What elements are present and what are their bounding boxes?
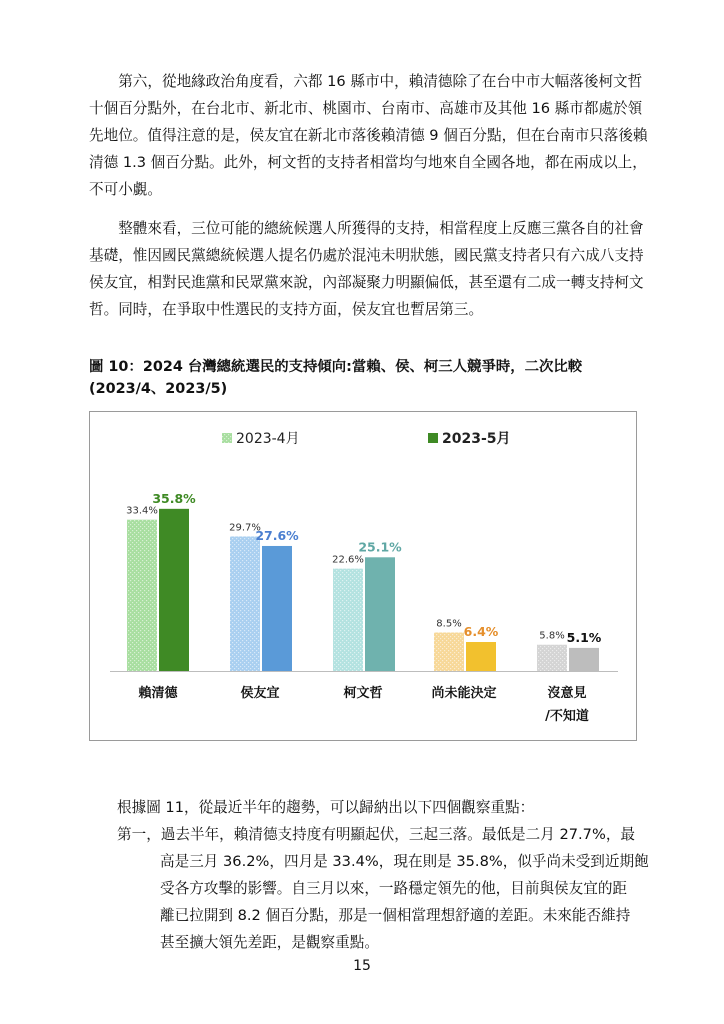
category-label-2: 柯文哲	[343, 686, 383, 701]
category-label-3: 尚未能決定	[431, 686, 497, 701]
data-label-may-1: 27.6%	[255, 527, 299, 543]
data-label-april-0: 33.4%	[126, 505, 158, 517]
paragraph-overall-analysis	[89, 215, 649, 323]
observation-item-1	[117, 821, 649, 956]
text-line: 甚至擴大領先差距，是觀察重點。	[160, 934, 379, 951]
bar-april-pattern-4	[537, 645, 567, 671]
bar-may-1	[262, 546, 292, 671]
text-line: 整體來看，三位可能的總統候選人所獲得的支持，相當程度上反應三黨各自的社會	[89, 220, 644, 237]
text-line: 清德 1.3 個百分點。此外，柯文哲的支持者相當均勻地來自全國各地，都在兩成以上，	[89, 154, 647, 171]
legend-label-may: 2023-5月	[442, 431, 511, 447]
data-label-april-1: 29.7%	[229, 522, 261, 534]
category-label-1: 侯友宜	[240, 686, 280, 701]
text-line: 第六，從地緣政治角度看，六都 16 縣市中，賴清德除了在台中市大幅落後柯文哲	[89, 73, 643, 90]
text-line: 哲。同時，在爭取中性選民的支持方面，侯友宜也暫居第三。	[89, 301, 484, 318]
text-line: 高是三月 36.2%，四月是 33.4%，現在則是 35.8%，似乎尚未受到近期飽	[160, 853, 649, 870]
text-line: 不可小覷。	[89, 181, 162, 198]
page-number: 15	[353, 958, 371, 974]
text-line: 十個百分點外，在台北市、新北市、桃園市、台南市、高雄市及其他 16 縣市都處於領	[89, 100, 643, 117]
bar-chart	[89, 411, 637, 741]
data-label-april-3: 8.5%	[436, 618, 462, 630]
text-line: 侯友宜，相對民進黨和民眾黨來說，內部凝聚力明顯偏低，甚至還有二成一轉支持柯文	[89, 274, 644, 291]
figure-caption	[89, 356, 649, 400]
text-line: 基礎，惟因國民黨總統候選人提名仍處於混沌未明狀態，國民黨支持者只有六成八支持	[89, 247, 644, 264]
text-line: 受各方攻擊的影響。自三月以來，一路穩定領先的他，目前與侯友宜的距	[160, 880, 628, 897]
legend-label-april: 2023-4月	[236, 431, 300, 447]
data-label-may-0: 35.8%	[152, 490, 196, 506]
category-label-4: 沒意見	[547, 686, 587, 701]
text-line: 第一，過去半年，賴清德支持度有明顯起伏，三起三落。最低是二月 27.7%，最	[117, 826, 636, 843]
bar-april-pattern-0	[127, 520, 157, 671]
data-label-may-2: 25.1%	[358, 539, 402, 555]
paragraph-regional-analysis	[89, 68, 649, 203]
legend-swatch-may	[428, 433, 438, 443]
text-line: 先地位。值得注意的是，侯友宜在新北市落後賴清德 9 個百分點，但在台南市只落後賴	[89, 127, 648, 144]
bar-chart-svg	[90, 412, 638, 742]
data-label-may-4: 5.1%	[566, 629, 602, 645]
text-line: 離已拉開到 8.2 個百分點，那是一個相當理想舒適的差距。未來能否維持	[160, 907, 631, 924]
bar-may-3	[466, 642, 496, 671]
category-label-0: 賴清德	[138, 686, 178, 701]
bar-may-2	[365, 557, 395, 671]
bar-april-pattern-1	[230, 536, 260, 671]
legend-swatch-april-pattern	[222, 433, 232, 443]
bar-may-0	[159, 509, 189, 671]
figure-caption-period: (2023/4、2023/5)	[89, 381, 228, 397]
bar-april-pattern-3	[434, 632, 464, 671]
data-label-april-2: 22.6%	[332, 554, 364, 566]
category-label-4-line2: /不知道	[545, 709, 589, 724]
figure-caption-title: 圖 10：2024 台灣總統選民的支持傾向:當賴、侯、柯三人競爭時，二次比較	[89, 359, 583, 375]
data-label-april-4: 5.8%	[539, 630, 565, 642]
bar-april-pattern-2	[333, 569, 363, 671]
data-label-may-3: 6.4%	[463, 624, 499, 640]
bar-may-4	[569, 648, 599, 671]
lead-text: 根據圖 11，從最近半年的趨勢，可以歸納出以下四個觀察重點：	[117, 799, 535, 816]
